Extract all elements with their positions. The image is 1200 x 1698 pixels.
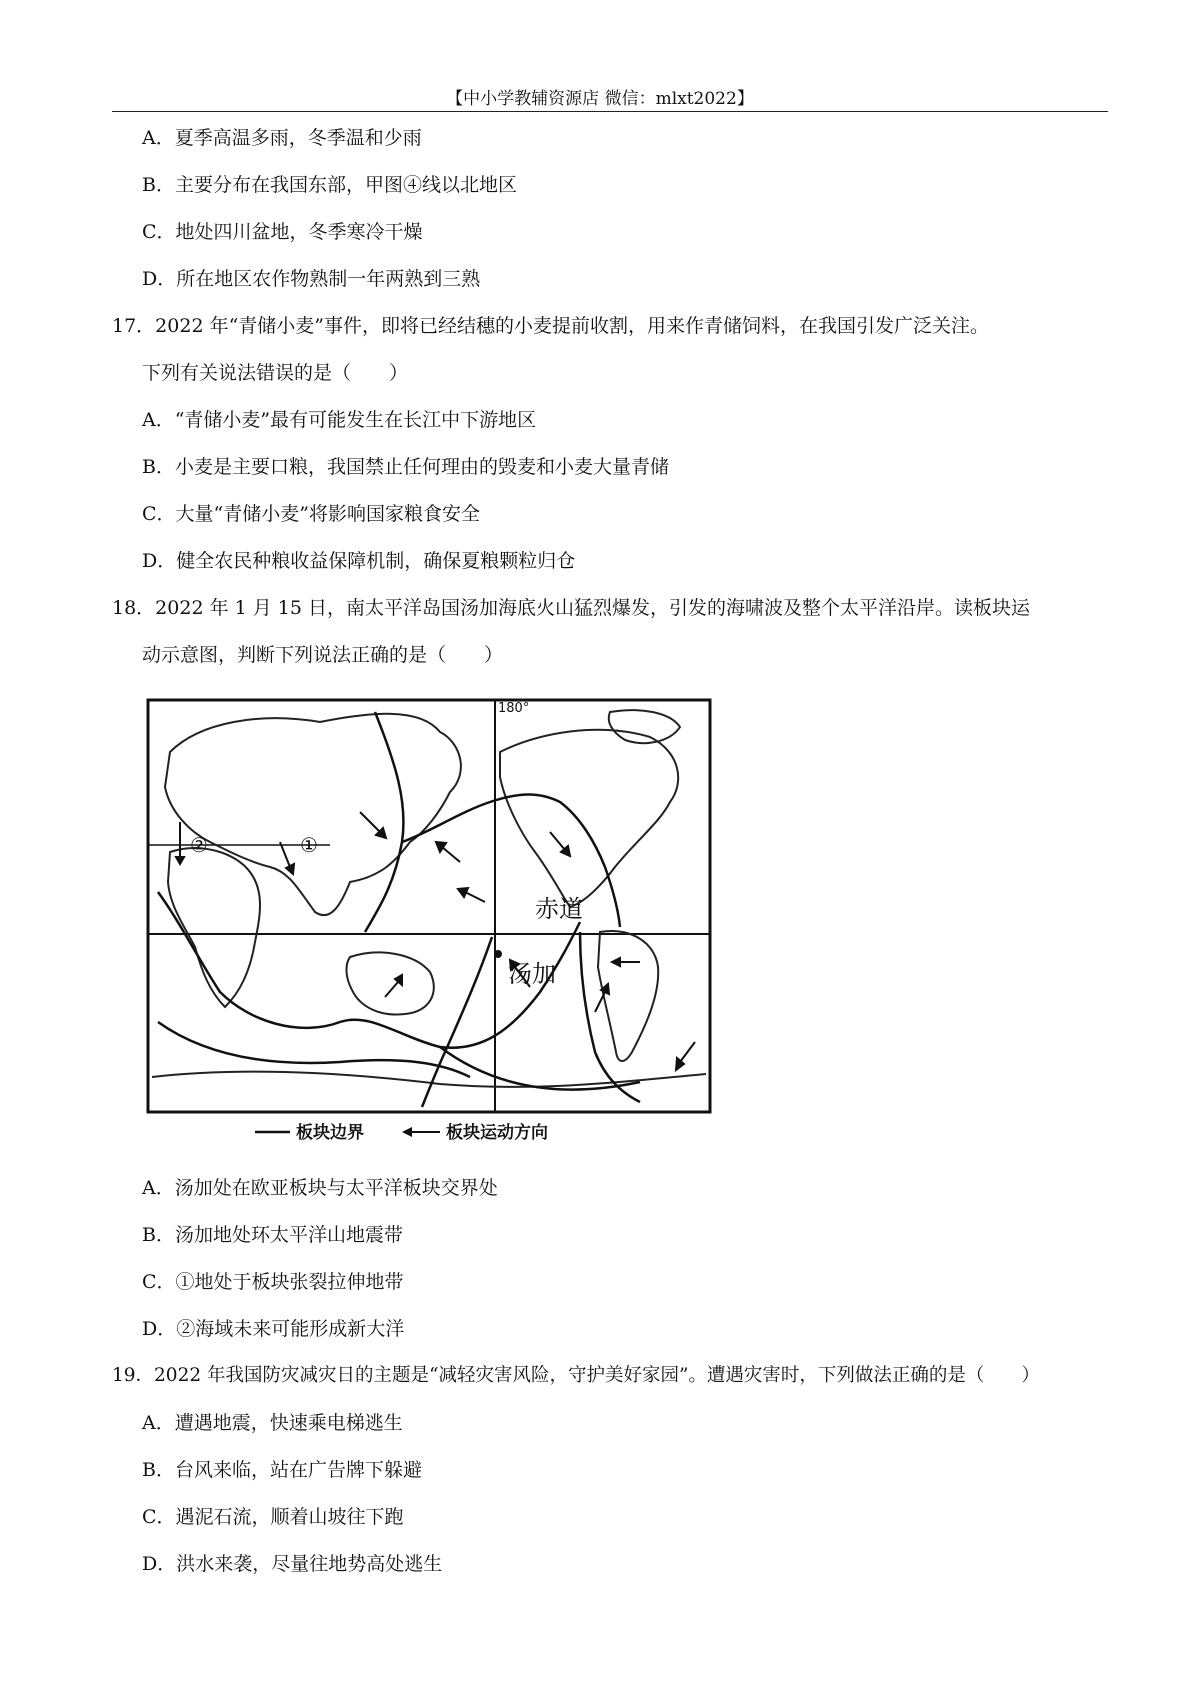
legend-arrow-head: [402, 1127, 412, 1137]
q17-stem-line1: 17．2022 年“青储小麦”事件，即将已经结穗的小麦提前收割，用来作青储饲料，在我国引发广泛关注。: [112, 315, 989, 337]
q18-option-c: C．①地处于板块张裂拉伸地带: [142, 1271, 404, 1293]
q19-option-c: C．遇泥石流，顺着山坡往下跑: [142, 1506, 404, 1528]
q18-option-d: D．②海域未来可能形成新大洋: [142, 1318, 405, 1340]
q18-option-a: A．汤加处在欧亚板块与太平洋板块交界处: [142, 1177, 498, 1199]
q17-option-d: D．健全农民种粮收益保障机制，确保夏粮颗粒归仓: [142, 550, 576, 572]
q16-option-c: C．地处四川盆地，冬季寒冷干燥: [142, 221, 423, 243]
q19-option-b: B．台风来临，站在广告牌下躲避: [142, 1459, 422, 1481]
q16-option-a: A．夏季高温多雨，冬季温和少雨: [142, 127, 422, 149]
legend-direction-label: 板块运动方向: [446, 1123, 548, 1143]
q19-stem: 19．2022 年我国防灾减灾日的主题是“减轻灾害风险，守护美好家园”。遭遇灾害时，下列做法正确的是（ ）: [112, 1365, 1040, 1386]
page-header: 【中小学教辅资源店 微信：mlxt2022】: [446, 89, 754, 109]
plate-motion-map: [140, 692, 720, 1122]
q18-option-b: B．汤加地处环太平洋山地震带: [142, 1224, 403, 1246]
q17-stem-line2: 下列有关说法错误的是（ ）: [142, 362, 409, 384]
legend-boundary-label: 板块边界: [296, 1123, 364, 1143]
q19-option-a: A．遭遇地震，快速乘电梯逃生: [142, 1412, 403, 1434]
header-divider: [112, 111, 1108, 112]
map-frame: [148, 700, 710, 1112]
map-legend: [140, 1116, 720, 1146]
equator-label: 赤道: [535, 895, 583, 923]
tonga-dot: [494, 950, 502, 958]
q18-stem-line2: 动示意图，判断下列说法正确的是（ ）: [142, 644, 504, 666]
q16-option-b: B．主要分布在我国东部，甲图④线以北地区: [142, 174, 517, 196]
q17-option-b: B．小麦是主要口粮，我国禁止任何理由的毁麦和小麦大量青储: [142, 456, 669, 478]
q17-option-a: A．“青储小麦”最有可能发生在长江中下游地区: [142, 409, 537, 431]
meridian-180-label: 180°: [498, 701, 530, 716]
tonga-label: 汤加: [508, 960, 556, 988]
q16-option-d: D．所在地区农作物熟制一年两熟到三熟: [142, 268, 481, 290]
marker-1: ①: [300, 833, 318, 857]
q17-option-c: C．大量“青储小麦”将影响国家粮食安全: [142, 503, 480, 525]
marker-2: ②: [190, 833, 208, 857]
q19-option-d: D．洪水来袭，尽量往地势高处逃生: [142, 1553, 443, 1575]
q18-stem-line1: 18．2022 年 1 月 15 日，南太平洋岛国汤加海底火山猛烈爆发，引发的海啸波及整个太平洋沿岸。读板块运: [112, 597, 1030, 619]
